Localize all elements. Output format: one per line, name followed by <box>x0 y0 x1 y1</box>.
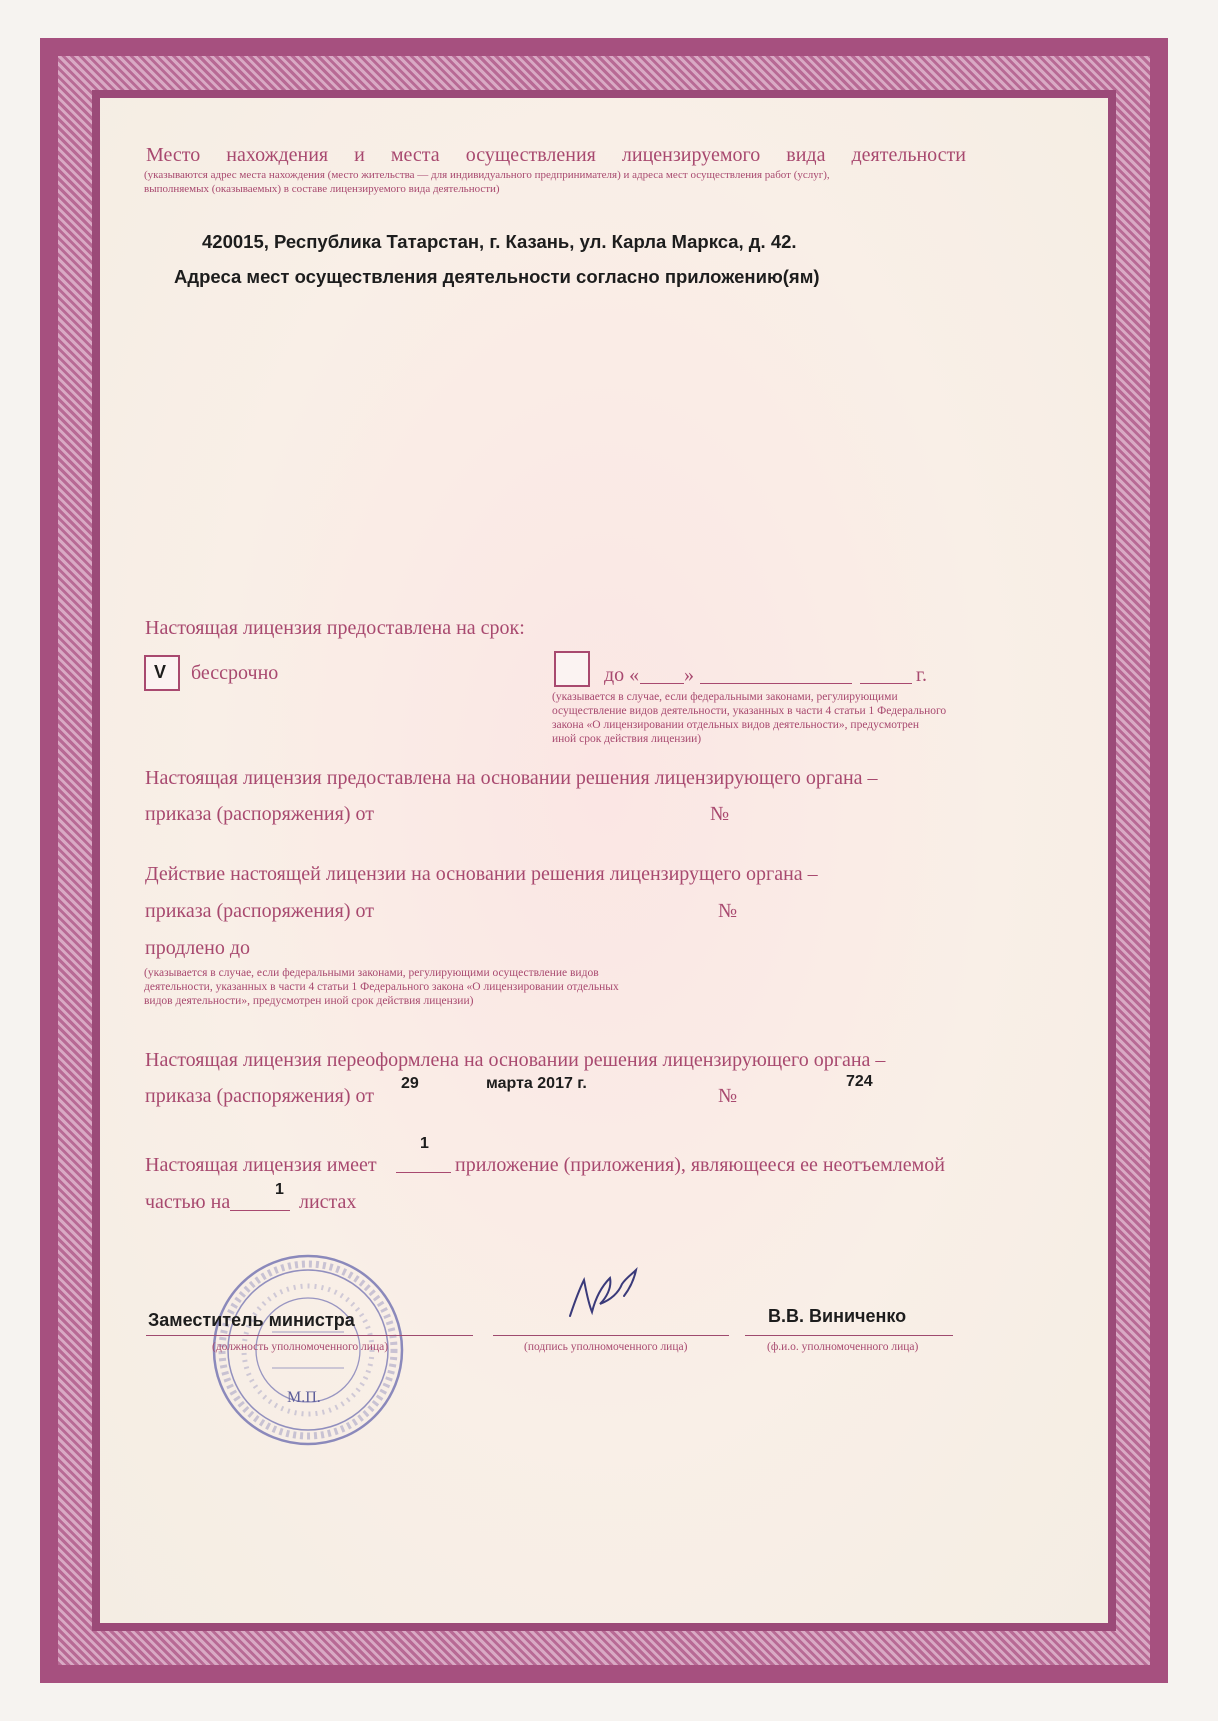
position-caption: (должность уполномоченного лица) <box>212 1341 389 1353</box>
appendix-line-2b: листах <box>299 1191 357 1213</box>
term-note-1: (указывается в случае, если федеральными законами, регулирующими <box>552 691 898 703</box>
appendix-sheets-line <box>230 1210 290 1211</box>
location-note-2: выполняемых (оказываемых) в составе лицензируемого вида деятельности) <box>144 183 500 195</box>
appendix-line-1a: Настоящая лицензия имеет <box>145 1154 377 1176</box>
extension-line-1: Действие настоящей лицензии на основании решения лицензирущего органа – <box>145 863 818 885</box>
extension-note-1: (указывается в случае, если федеральными законами, регулирующими осуществление видов <box>144 967 599 979</box>
basis-number-sign: № <box>710 803 730 825</box>
unlimited-check-mark: V <box>154 662 167 682</box>
extension-note-2: деятельности, указанных в части 4 статьи 1 Федерального закона «О лицензировании отдельных <box>144 981 619 993</box>
reissue-line-1: Настоящая лицензия переоформлена на основании решения лицензирующего органа – <box>145 1049 886 1071</box>
extension-number-sign: № <box>718 900 738 922</box>
signature-line <box>493 1335 729 1336</box>
until-checkbox[interactable] <box>554 651 590 687</box>
stamp-label: М.П. <box>287 1389 321 1406</box>
handwritten-signature <box>560 1266 650 1326</box>
term-note-4: иной срок действия лицензии) <box>552 733 702 745</box>
signatory-position: Заместитель министра <box>148 1310 355 1330</box>
location-heading: Место нахождения и места осуществления лицензируемого вида деятельности <box>146 144 966 166</box>
location-note-1: (указываются адрес места нахождения (место жительства — для индивидуального предпринимателя) и адреса мест осуществления работ (услуг), <box>144 169 830 181</box>
until-suffix: г. <box>916 664 927 686</box>
appendix-line-1b: приложение (приложения), являющееся ее неотъемлемой <box>455 1154 945 1176</box>
main-address: 420015, Республика Татарстан, г. Казань, ул. Карла Маркса, д. 42. <box>202 231 797 252</box>
unlimited-checkbox[interactable] <box>144 655 180 691</box>
unlimited-label: бессрочно <box>191 662 279 684</box>
position-line <box>146 1335 473 1336</box>
until-prefix: до « <box>604 664 640 686</box>
addresses-note: Адреса мест осуществления деятельности согласно приложению(ям) <box>174 266 820 287</box>
reissue-number: 724 <box>846 1073 873 1090</box>
extension-note-3: видов деятельности», предусмотрен иной срок действия лицензии) <box>144 995 474 1007</box>
reissue-line-2: приказа (распоряжения) от <box>145 1085 374 1107</box>
appendix-line-2a: частью на <box>145 1191 231 1213</box>
appendix-sheets: 1 <box>275 1181 284 1198</box>
reissue-day: 29 <box>401 1075 419 1092</box>
appendix-count: 1 <box>420 1135 429 1152</box>
extension-line-2: приказа (распоряжения) от <box>145 900 374 922</box>
basis-line-1: Настоящая лицензия предоставлена на основании решения лицензирующего органа – <box>145 767 878 789</box>
name-line <box>745 1335 953 1336</box>
until-month-line <box>700 683 852 684</box>
reissue-month-year: марта 2017 г. <box>486 1075 587 1092</box>
signatory-name: В.В. Виниченко <box>768 1306 907 1326</box>
basis-line-2: приказа (распоряжения) от <box>145 803 374 825</box>
term-note-3: закона «О лицензировании отдельных видов деятельности», предусмотрен <box>552 719 920 731</box>
until-year-line <box>860 683 912 684</box>
reissue-number-sign: № <box>718 1085 738 1107</box>
until-day-line <box>640 683 684 684</box>
name-caption: (ф.и.о. уполномоченного лица) <box>767 1341 919 1353</box>
term-heading: Настоящая лицензия предоставлена на срок: <box>145 617 525 639</box>
term-note-2: осуществление видов деятельности, указанных в части 4 статьи 1 Федерального <box>552 705 947 717</box>
appendix-count-line <box>396 1172 451 1173</box>
until-quote-close: » <box>684 664 694 686</box>
signature-caption: (подпись уполномоченного лица) <box>524 1341 688 1353</box>
extension-line-3: продлено до <box>145 937 251 959</box>
